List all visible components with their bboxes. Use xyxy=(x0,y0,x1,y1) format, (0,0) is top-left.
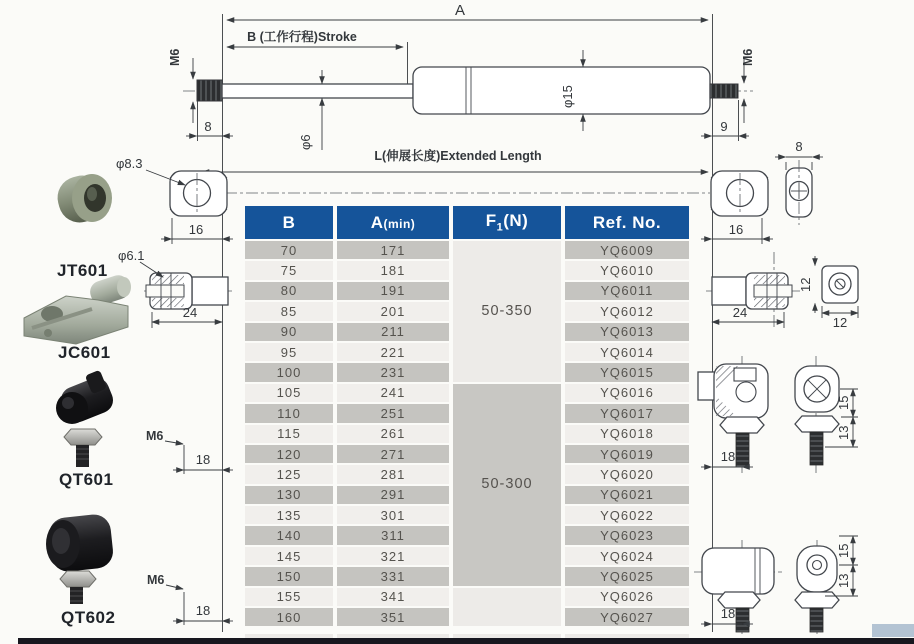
cell-b: 130 xyxy=(245,486,333,504)
qt602-right-drawing xyxy=(694,536,858,634)
dim-label-16-right: 16 xyxy=(728,222,744,237)
cell-b: 95 xyxy=(245,343,333,361)
column-header: A(min) xyxy=(337,206,449,239)
dim-label-18: 18 xyxy=(195,603,211,618)
dimension-A xyxy=(227,2,708,20)
cell-b: 70 xyxy=(245,241,333,259)
cell-b: 90 xyxy=(245,323,333,341)
cell-b: 150 xyxy=(245,567,333,585)
dim-label-12-vert: 12 xyxy=(798,277,813,292)
cell-ref-no: YQ6017 xyxy=(565,404,689,422)
cell-b: 105 xyxy=(245,384,333,402)
dim-label-A: A xyxy=(454,2,466,19)
cell-a-min: 321 xyxy=(337,547,449,565)
cell-ref-no: YQ6013 xyxy=(565,323,689,341)
cell-b: 125 xyxy=(245,465,333,483)
cell-ref-no: YQ6021 xyxy=(565,486,689,504)
threaded-end-right xyxy=(710,84,738,98)
spec-table-header-row xyxy=(245,206,689,239)
dim-label-18: 18 xyxy=(195,452,211,467)
dim-label-18: 18 xyxy=(720,449,736,464)
cell-ref-no: YQ6019 xyxy=(565,445,689,463)
page-edge-accent xyxy=(872,624,914,637)
column-header: $F_1(N)$ xyxy=(453,206,561,239)
eyelet-left xyxy=(170,171,227,216)
table-row xyxy=(245,588,689,606)
cell-b: 100 xyxy=(245,363,333,381)
jt601-photo xyxy=(53,171,112,227)
spec-table-body xyxy=(245,241,689,626)
eyelet-side-view xyxy=(775,139,823,225)
cell-ref-no: YQ6016 xyxy=(565,384,689,402)
page-bottom-edge xyxy=(18,638,914,644)
dim-label-B-stroke: B (工作行程)Stroke xyxy=(247,30,357,44)
dim-label-phi8-3: φ8.3 xyxy=(116,156,143,171)
cell-b: 115 xyxy=(245,425,333,443)
cell-ref-no: YQ6014 xyxy=(565,343,689,361)
cell-a-min: 181 xyxy=(337,261,449,279)
cell-a-min: 221 xyxy=(337,343,449,361)
cell-a-min: 351 xyxy=(337,608,449,626)
cell-b: 155 xyxy=(245,588,333,606)
cell-b: 120 xyxy=(245,445,333,463)
dim-label-15: 15 xyxy=(836,395,851,410)
cell-ref-no: YQ6026 xyxy=(565,588,689,606)
part-label-qt602: QT602 xyxy=(61,608,116,627)
dimension-phi6-1 xyxy=(118,248,163,277)
table-row xyxy=(245,241,689,259)
table-row xyxy=(245,384,689,402)
cell-a-min: 251 xyxy=(337,404,449,422)
gas-spring-main-view xyxy=(183,67,753,114)
clevis-left-drawing xyxy=(118,248,232,328)
cell-a-min: 301 xyxy=(337,506,449,524)
dim-label-m6-right: M6 xyxy=(741,48,755,66)
cell-a-min: 311 xyxy=(337,526,449,544)
dimension-M6-right xyxy=(741,49,755,123)
cell-ref-no: YQ6025 xyxy=(565,567,689,585)
cell-a-min: 191 xyxy=(337,282,449,300)
cell-b: 145 xyxy=(245,547,333,565)
dim-label-15: 15 xyxy=(836,543,851,558)
dimension-phi8-3 xyxy=(116,156,185,185)
cell-a-min: 231 xyxy=(337,363,449,381)
cell-b: 75 xyxy=(245,261,333,279)
cell-b: 140 xyxy=(245,526,333,544)
cell-a-min: 291 xyxy=(337,486,449,504)
qt601-photo xyxy=(56,370,117,467)
clevis-side-square xyxy=(798,256,858,330)
cell-a-min: 201 xyxy=(337,302,449,320)
dim-label-9: 9 xyxy=(720,119,728,134)
cell-a-min: 341 xyxy=(337,588,449,606)
clevis-right-drawing xyxy=(706,252,858,330)
qt602-photo xyxy=(46,513,115,604)
cell-ref-no: YQ6018 xyxy=(565,425,689,443)
dim-label-24-left: 24 xyxy=(182,305,198,320)
dim-label-extended-length: L(伸展长度)Extended Length xyxy=(374,149,542,163)
cell-ref-no: YQ6023 xyxy=(565,526,689,544)
piston-rod xyxy=(222,84,413,98)
dim-label-16-left: 16 xyxy=(188,222,204,237)
part-label-jc601: JC601 xyxy=(58,343,111,362)
dim-label-18: 18 xyxy=(720,606,736,621)
dim-label-12-horiz: 12 xyxy=(832,315,848,330)
force-cell: 50-300 xyxy=(453,384,561,586)
cell-b: 110 xyxy=(245,404,333,422)
cell-b: 160 xyxy=(245,608,333,626)
force-cell xyxy=(453,588,561,627)
dimension-phi6 xyxy=(298,70,322,150)
dim-label-phi6-1: φ6.1 xyxy=(118,248,145,263)
threaded-end-left xyxy=(197,80,222,101)
cell-b: 85 xyxy=(245,302,333,320)
column-header: B xyxy=(245,206,333,239)
cell-a-min: 241 xyxy=(337,384,449,402)
cell-b: 135 xyxy=(245,506,333,524)
qt601-right-drawing xyxy=(698,356,858,474)
dimension-m6-18-qt601 xyxy=(146,429,233,474)
dimension-B-stroke xyxy=(227,29,403,47)
dim-label-8-left: 8 xyxy=(204,119,212,134)
dim-label-13: 13 xyxy=(836,573,851,588)
dimension-m6-18-qt602 xyxy=(147,573,233,625)
spec-table xyxy=(241,204,693,628)
cell-a-min: 331 xyxy=(337,567,449,585)
cell-a-min: 261 xyxy=(337,425,449,443)
part-label-qt601: QT601 xyxy=(59,470,114,489)
dimension-16-right xyxy=(701,218,773,244)
eyelet-right xyxy=(711,171,768,216)
jc601-photo xyxy=(24,272,133,344)
cell-ref-no: YQ6027 xyxy=(565,608,689,626)
cell-ref-no: YQ6012 xyxy=(565,302,689,320)
cell-a-min: 211 xyxy=(337,323,449,341)
dim-label-m6: M6 xyxy=(147,573,165,587)
dimension-M6-left xyxy=(168,49,193,123)
cell-a-min: 271 xyxy=(337,445,449,463)
dim-label-phi6: φ6 xyxy=(298,134,313,150)
cell-b: 80 xyxy=(245,282,333,300)
cell-ref-no: YQ6015 xyxy=(565,363,689,381)
dim-label-m6: M6 xyxy=(146,429,164,443)
column-header: Ref. No. xyxy=(565,206,689,239)
cell-ref-no: YQ6024 xyxy=(565,547,689,565)
cell-ref-no: YQ6010 xyxy=(565,261,689,279)
cell-ref-no: YQ6020 xyxy=(565,465,689,483)
dim-label-24-right: 24 xyxy=(732,305,748,320)
part-label-jt601: JT601 xyxy=(57,261,108,280)
cell-a-min: 281 xyxy=(337,465,449,483)
cell-ref-no: YQ6022 xyxy=(565,506,689,524)
dim-label-m6-left: M6 xyxy=(168,48,182,66)
cell-ref-no: YQ6011 xyxy=(565,282,689,300)
cell-a-min: 171 xyxy=(337,241,449,259)
dim-label-8-top-right: 8 xyxy=(795,139,803,154)
force-cell: 50-350 xyxy=(453,241,561,382)
dim-label-13: 13 xyxy=(836,425,851,440)
cell-ref-no: YQ6009 xyxy=(565,241,689,259)
dim-label-phi15: φ15 xyxy=(560,85,575,108)
